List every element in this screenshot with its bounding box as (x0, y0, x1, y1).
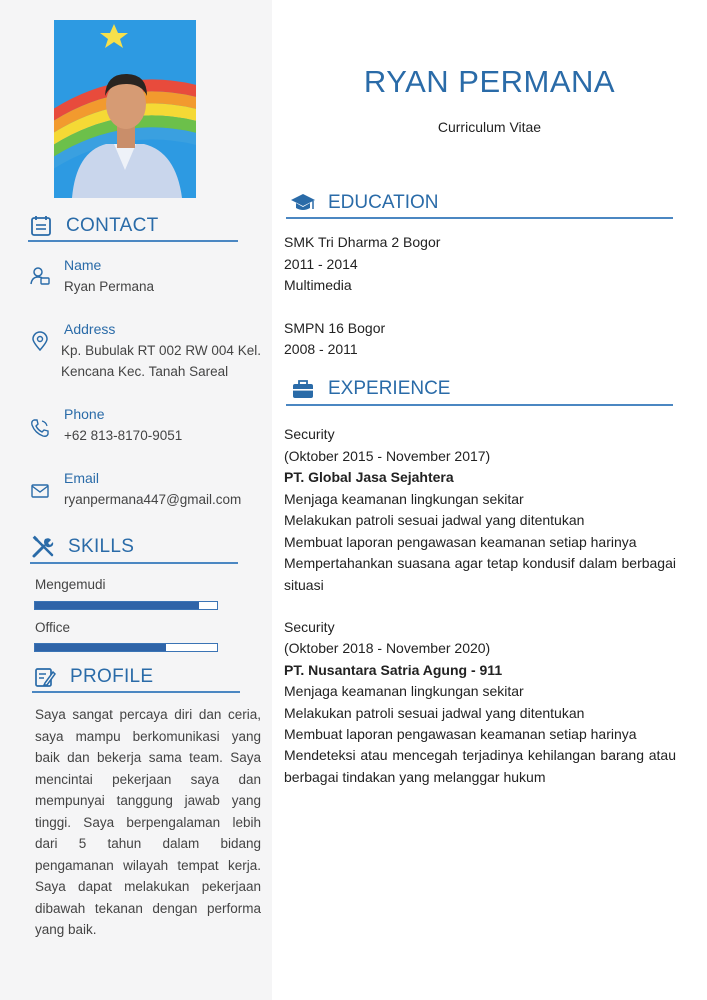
profile-text: Saya sangat percaya diri dan ceria, saya mampu berkomunikasi yang baik dan bekerja sama team. Saya mencintai pekerjaan saya dan mempunyai tanggung jawab yang tinggi. Saya berpengalaman lebih dari 5 tahun dalam bidang pengamanan wilayah tempat kerja. Saya dapat melakukan pekerjaan dibawah tekanan dengan performa yang baik. (35, 707, 261, 937)
education-section-header (290, 190, 438, 216)
calendar-list-icon (28, 213, 54, 239)
experience-title: EXPERIENCE (328, 378, 451, 399)
education-school-1: SMK Tri Dharma 2 Bogor (284, 234, 441, 250)
graduation-cap-icon (290, 190, 316, 216)
education-major-1: Multimedia (284, 277, 352, 293)
skill-name-office: Office (35, 620, 71, 635)
experience-duty-2-1: Menjaga keamanan lingkungan sekitar (284, 683, 524, 699)
experience-duty-2-4: Mendeteksi atau mencegah terjadinya kehilangan barang atau berbagai tindakan yang melanggar hukum (284, 747, 676, 785)
experience-divider (286, 404, 673, 406)
profile-section-header (32, 664, 153, 690)
contact-email-value: ryanpermana447@gmail.com (64, 492, 242, 507)
contact-phone-label: Phone (64, 406, 105, 422)
profile-divider (32, 691, 240, 693)
phone-icon (30, 418, 50, 438)
experience-duty-2-2: Melakukan patroli sesuai jadwal yang ditentukan (284, 705, 585, 721)
location-pin-icon (30, 331, 50, 351)
skills-divider (30, 562, 238, 564)
tools-icon (30, 534, 56, 560)
document-subtitle: Curriculum Vitae (437, 119, 542, 135)
skills-section-header (30, 534, 134, 560)
experience-duty-2-3: Membuat laporan pengawasan keamanan setiap harinya (284, 726, 637, 742)
profile-photo (54, 20, 196, 198)
edit-note-icon (32, 664, 58, 690)
skills-title: SKILLS (68, 536, 135, 557)
experience-duty-1-4: Mempertahankan suasana agar tetap kondusif dalam berbagai situasi (284, 555, 676, 593)
skill-bar-mengemudi (34, 601, 218, 610)
experience-period-2: (Oktober 2018 - November 2020) (284, 640, 491, 656)
experience-period-1: (Oktober 2015 - November 2017) (284, 448, 491, 464)
contact-email-label: Email (64, 470, 100, 486)
experience-company-1: PT. Global Jasa Sejahtera (284, 469, 454, 485)
contact-address-label: Address (64, 321, 116, 337)
skill-bar-office (34, 643, 218, 652)
education-title: EDUCATION (328, 192, 439, 213)
experience-duty-1-3: Membuat laporan pengawasan keamanan setiap harinya (284, 534, 637, 550)
education-divider (286, 217, 673, 219)
contact-divider (28, 240, 238, 242)
contact-phone-value: +62 813-8170-9051 (64, 428, 183, 443)
experience-duty-1-1: Menjaga keamanan lingkungan sekitar (284, 491, 524, 507)
skill-bar-fill (35, 644, 166, 651)
person-name: RYAN PERMANA (363, 64, 616, 99)
experience-role-2: Security (284, 619, 335, 635)
contact-name-value: Ryan Permana (64, 279, 155, 294)
contact-name-label: Name (64, 257, 102, 273)
briefcase-icon (290, 376, 316, 402)
education-school-2: SMPN 16 Bogor (284, 320, 386, 336)
education-years-1: 2011 - 2014 (284, 256, 358, 272)
experience-duty-1-2: Melakukan patroli sesuai jadwal yang ditentukan (284, 512, 585, 528)
experience-role-1: Security (284, 426, 335, 442)
contact-section-header (28, 213, 159, 239)
skill-bar-fill (35, 602, 199, 609)
experience-company-2: PT. Nusantara Satria Agung - 911 (284, 662, 503, 678)
profile-title: PROFILE (70, 666, 154, 687)
envelope-icon (30, 481, 50, 501)
experience-section-header (290, 376, 450, 402)
skill-name-mengemudi: Mengemudi (35, 577, 106, 592)
contact-address-value: Kp. Bubulak RT 002 RW 004 Kel. Kencana Kec. Tanah Sareal (61, 343, 261, 379)
user-card-icon (30, 266, 50, 286)
education-years-2: 2008 - 2011 (284, 341, 358, 357)
profile-photo-image (54, 20, 196, 198)
contact-title: CONTACT (66, 215, 159, 236)
